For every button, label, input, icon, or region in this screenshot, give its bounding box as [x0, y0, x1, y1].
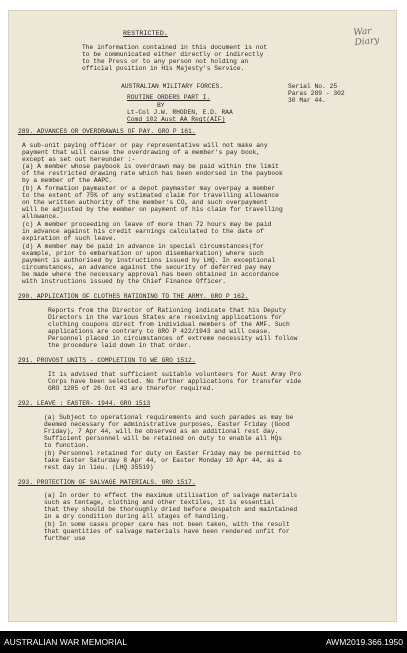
body-line: Personnel placed in circumstances of extreme necessity will follow	[48, 335, 298, 342]
body-line: with instructions issued by the Chief Finance Officer.	[22, 278, 227, 285]
body-line: allowance.	[22, 213, 60, 220]
body-line: (b) In some cases proper care has not been taken, with the result	[44, 521, 290, 528]
body-line: applications are contrary to GRO P 422/1943 and will cease.	[48, 328, 271, 335]
body-line: will be adjusted by the member on payment of his claim for travelling	[22, 206, 283, 213]
footer-institution: AUSTRALIAN WAR MEMORIAL	[4, 637, 127, 647]
by-line: BY	[157, 102, 165, 109]
body-line: (d) A member may be paid in advance in special circumstances(for	[22, 243, 264, 250]
body-line: A sub-unit paying officer or pay representative will not make any	[22, 142, 268, 149]
body-line: (a) In order to effect the maximum utilisation of salvage materials	[44, 492, 298, 499]
body-line: It is advised that sufficient suitable volunteers for Aust Army Pro	[48, 371, 302, 378]
body-line: payment that will cause the overdrawing of a member's pay book,	[22, 149, 261, 156]
body-line: in a dry condition during all stages of handling.	[44, 513, 230, 520]
body-line: rest day in lieu. (LHQ 35519)	[44, 464, 154, 471]
body-line: Directors in the various States are receiving applications for	[48, 314, 283, 321]
caveat-line: to the Press or to any person not holding an	[82, 58, 249, 65]
handwritten-note: War Diary	[353, 26, 380, 49]
section-heading: 291. PROVOST UNITS - COMPLETION TO WE GRO 1512.	[18, 357, 196, 364]
body-line: example, prior to embarkation or upon disembarkation) where such	[22, 250, 264, 257]
paras-range: Paras 289 - 302	[288, 90, 345, 97]
orders-title: ROUTINE ORDERS PART I.	[127, 94, 211, 101]
body-line: that quantities of salvage materials have been rendered unfit for	[44, 528, 290, 535]
footer-accession-number: AWM2019.366.1950	[325, 637, 403, 647]
section-heading: 289. ADVANCES OR OVERDRAWALS OF PAY. GRO P 161.	[18, 128, 196, 135]
classification: RESTRICTED.	[123, 30, 168, 38]
section-heading: 290. APPLICATION OF CLOTHES RATIONING TO THE ARMY. GRO P 162.	[18, 293, 249, 300]
section-heading: 292. LEAVE : EASTER- 1944. GRO 1513	[18, 400, 151, 407]
body-line: deemed necessary for administrative purposes, Easter Friday (Good	[44, 421, 290, 428]
body-line: GRO 1285 of 26 Oct 43 are therefor required.	[48, 385, 215, 392]
body-line: to the extent of 75% of any estimated claim for travelling allowance	[22, 192, 279, 199]
body-line: in advance against his credit earnings calculated to the date of	[22, 228, 264, 235]
body-line: of the restricted drawing rate which has been endorsed in the paybook	[22, 170, 283, 177]
body-line: take Easter Saturday 8 Apr 44, or Easter Monday 10 Apr 44, as a	[44, 457, 283, 464]
body-line: such as tentage, clothing and other textiles, it is essential	[44, 499, 275, 506]
caveat-line: official position in His Majesty's Service.	[82, 65, 245, 72]
body-line: payment is authorised by instructions issued by LHQ. In exceptional	[22, 257, 276, 264]
body-line: to function.	[44, 442, 90, 449]
commander: Lt-Col J.W. RHODEN, E.D. RAA	[127, 109, 233, 116]
body-line: by a member of the AAPC.	[22, 177, 113, 184]
body-line: Friday), 7 Apr 44, will be observed as an additional rest day.	[44, 428, 279, 435]
section-heading: 293. PROTECTION OF SALVAGE MATERIALS. GRO 1517.	[18, 479, 196, 486]
document-page	[8, 10, 397, 622]
caveat-line: to be communicated either directly or indirectly	[82, 51, 264, 58]
body-line: Corps have been selected. No further applications for transfer vide	[48, 378, 302, 385]
body-line: except as set out hereunder :-	[22, 156, 136, 163]
body-line: expiration of such leave.	[22, 235, 117, 242]
archive-footer	[0, 631, 407, 653]
body-line: that they should be thoroughly dried before despatch and maintained	[44, 506, 298, 513]
body-line: Reports from the Director of Rationing indicate that his Deputy	[48, 307, 287, 314]
body-line: clothing coupons direct from individual members of the AMF. Such	[48, 321, 290, 328]
body-line: (a) Subject to operational requirements and such parades as may be	[44, 414, 294, 421]
caveat-line: The information contained in this document is not	[82, 44, 268, 51]
body-line: Sufficient personnel will be retained on duty to enable all HQs	[44, 435, 283, 442]
body-line: further use	[44, 535, 86, 542]
body-line: (b) A formation paymaster or a depot paymaster may overpay a member	[22, 185, 276, 192]
body-line: the procedure laid down in that order.	[48, 342, 192, 349]
serial-number: Serial No. 25	[288, 83, 338, 90]
unit-name: Comd 102 Aust AA Regt(AIF)	[127, 116, 226, 123]
force-name: AUSTRALIAN MILITARY FORCES.	[121, 83, 224, 90]
body-line: on the written authority of the member's CO, and such overpayment	[22, 199, 268, 206]
body-line: (b) Personnel retained for duty on Easter Friday may be permitted to	[44, 450, 301, 457]
body-line: (a) A member whose paybook is overdrawn may be paid within the limit	[22, 163, 279, 170]
body-line: circumstances, an advance against the security of deferred pay may	[22, 264, 272, 271]
body-line: (c) A member proceeding on leave of more than 72 hours may be paid	[22, 221, 272, 228]
body-line: be made where the necessary approval has been obtained in accordance	[22, 271, 279, 278]
order-date: 30 Mar 44.	[288, 97, 326, 104]
